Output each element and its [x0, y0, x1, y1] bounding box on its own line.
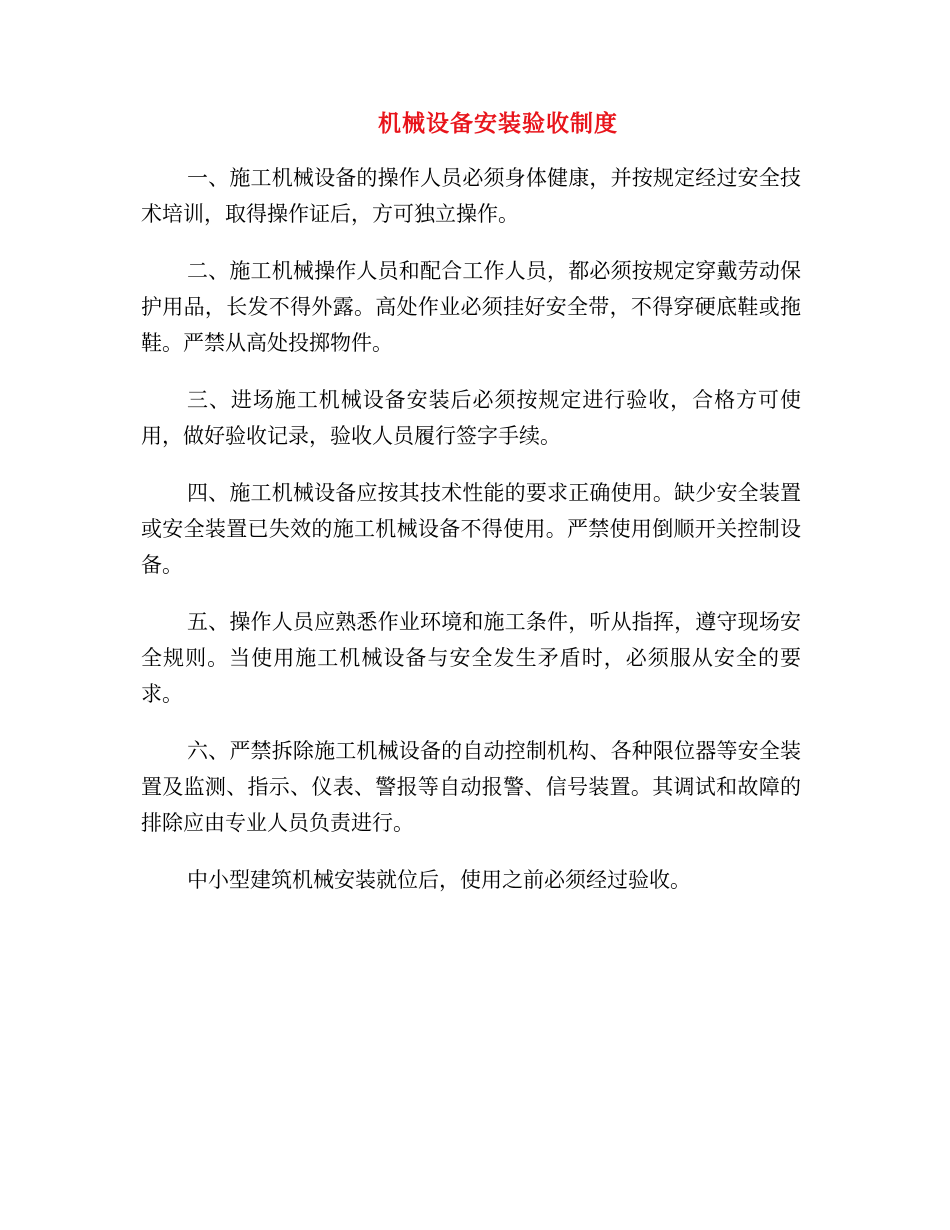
document-body — [141, 160, 801, 919]
paragraph-3: 三、进场施工机械设备安装后必须按规定进行验收，合格方可使用，做好验收记录，验收人员履行签字手续。 — [141, 388, 801, 448]
paragraph-1: 一、施工机械设备的操作人员必须身体健康，并按规定经过安全技术培训，取得操作证后，方可独立操作。 — [141, 166, 801, 226]
paragraph-6: 六、严禁拆除施工机械设备的自动控制机构、各种限位器等安全装置及监测、指示、仪表、警报等自动报警、信号装置。其调试和故障的排除应由专业人员负责进行。 — [141, 739, 801, 835]
paragraph-4: 四、施工机械设备应按其技术性能的要求正确使用。缺少安全装置或安全装置已失效的施工机械设备不得使用。严禁使用倒顺开关控制设备。 — [141, 481, 801, 577]
paragraph-7: 中小型建筑机械安装就位后，使用之前必须经过验收。 — [187, 868, 691, 892]
paragraph-5: 五、操作人员应熟悉作业环境和施工条件，听从指挥，遵守现场安全规则。当使用施工机械设备与安全发生矛盾时，必须服从安全的要求。 — [141, 610, 801, 706]
paragraph-2: 二、施工机械操作人员和配合工作人员，都必须按规定穿戴劳动保护用品，长发不得外露。高处作业必须挂好安全带，不得穿硬底鞋或拖鞋。严禁从高处投掷物件。 — [141, 259, 801, 355]
document-title: 机械设备安装验收制度 — [378, 110, 618, 137]
